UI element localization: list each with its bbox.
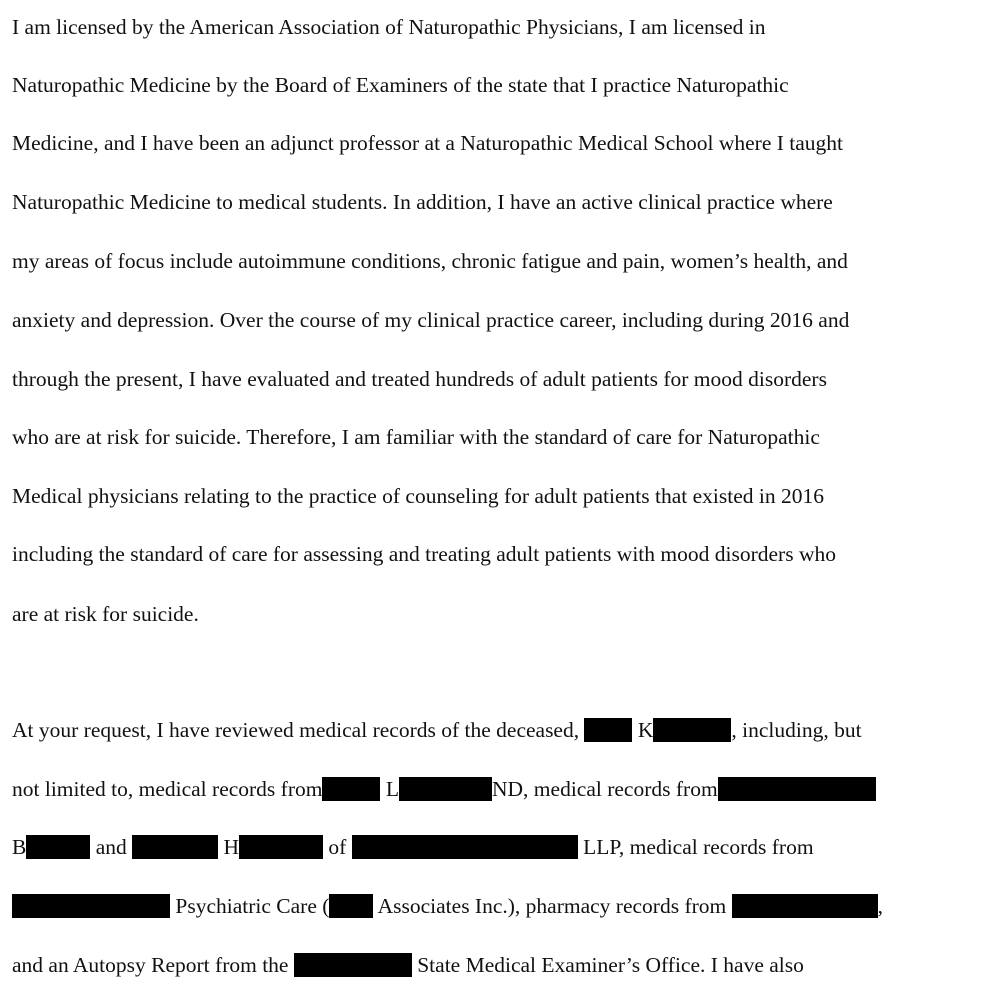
text-segment: , xyxy=(877,894,883,918)
text-segment: and an Autopsy Report from the xyxy=(12,953,289,977)
text-segment: K xyxy=(637,718,654,742)
paragraph-1-line-2: Naturopathic Medicine by the Board of Examiners of the state that I practice Naturopathic xyxy=(12,73,789,97)
redaction-block xyxy=(732,894,878,918)
text-segment: B xyxy=(12,835,27,859)
text-segment: , including, but xyxy=(731,718,862,742)
paragraph-2-line-2 xyxy=(12,774,876,804)
redaction-block xyxy=(399,777,492,801)
paragraph-1-line-9: Medical physicians relating to the practice of counseling for adult patients that existed in 2016 xyxy=(12,484,824,508)
redaction-block xyxy=(294,953,412,977)
text-segment: Psychiatric Care ( xyxy=(175,894,330,918)
paragraph-1-line-5: my areas of focus include autoimmune conditions, chronic fatigue and pain, women’s health, and xyxy=(12,249,848,273)
text-segment: Associates Inc.), pharmacy records from xyxy=(377,894,727,918)
redaction-block xyxy=(322,777,380,801)
text-segment: H xyxy=(223,835,240,859)
paragraph-1-line-6: anxiety and depression. Over the course of my clinical practice career, including during 2016 and xyxy=(12,308,850,332)
redaction-block xyxy=(239,835,323,859)
text-segment: ND, medical records from xyxy=(492,777,718,801)
text-segment: not limited to, medical records from xyxy=(12,777,323,801)
text-segment: and xyxy=(95,835,127,859)
text-segment: State Medical Examiner’s Office. I have also xyxy=(417,953,804,977)
text-segment: LLP, medical records from xyxy=(583,835,814,859)
redaction-block xyxy=(329,894,373,918)
paragraph-2-line-1 xyxy=(12,715,862,745)
paragraph-1-line-1: I am licensed by the American Association of Naturopathic Physicians, I am licensed in xyxy=(12,15,766,39)
paragraph-1-line-8: who are at risk for suicide. Therefore, I am familiar with the standard of care for Naturopathic xyxy=(12,425,820,449)
paragraph-1-line-7: through the present, I have evaluated and treated hundreds of adult patients for mood disorders xyxy=(12,367,827,391)
paragraph-2-line-4 xyxy=(12,891,883,921)
paragraph-1-line-10: including the standard of care for assessing and treating adult patients with mood disorders who xyxy=(12,542,836,566)
paragraph-2-line-5 xyxy=(12,950,804,980)
paragraph-1-line-4: Naturopathic Medicine to medical students. In addition, I have an active clinical practice where xyxy=(12,190,833,214)
redaction-block xyxy=(132,835,218,859)
redaction-block xyxy=(584,718,632,742)
paragraph-1-line-11: are at risk for suicide. xyxy=(12,602,199,626)
redaction-block xyxy=(26,835,90,859)
redaction-block xyxy=(12,894,170,918)
text-segment: of xyxy=(328,835,347,859)
redaction-block xyxy=(653,718,731,742)
redaction-block xyxy=(718,777,876,801)
text-segment: L xyxy=(385,777,399,801)
paragraph-1-line-3: Medicine, and I have been an adjunct professor at a Naturopathic Medical School where I taught xyxy=(12,131,844,155)
paragraph-2-line-3 xyxy=(12,832,814,862)
redaction-block xyxy=(352,835,578,859)
text-segment: At your request, I have reviewed medical records of the deceased, xyxy=(12,718,580,742)
